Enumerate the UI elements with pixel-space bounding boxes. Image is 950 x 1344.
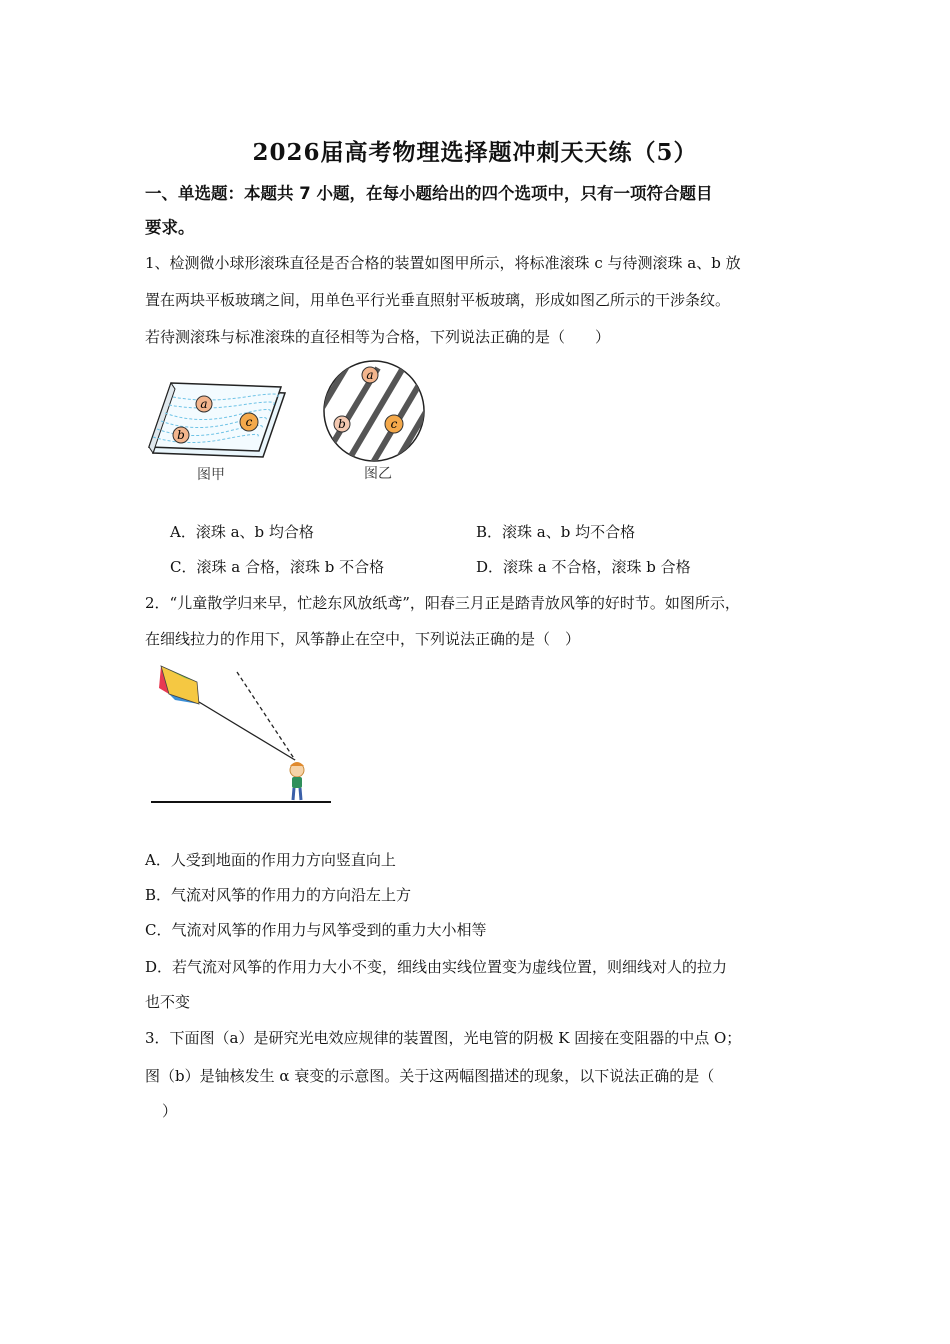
figure-jia-caption: 图甲 [197,467,225,483]
kite-string-solid [199,702,295,760]
q2-option-d-line1[interactable]: D．若气流对风筝的作用力大小不变，细线由实线位置变为虚线位置，则细线对人的拉力 [145,958,728,976]
q1-option-a[interactable]: A．滚珠 a、b 均合格 [170,523,314,541]
q2-option-a[interactable]: A．人受到地面的作用力方向竖直向上 [145,851,396,869]
kite-string-dashed [237,672,295,760]
q1-option-d[interactable]: D．滚珠 a 不合格，滚珠 b 合格 [476,558,691,576]
section-heading-line1: 一、单选题：本题共 7 小题，在每小题给出的四个选项中，只有一项符合题目 [145,184,713,203]
q2-option-d-line2: 也不变 [145,993,191,1011]
ball-a-yi-label: a [366,368,374,382]
ball-a-label: a [200,397,208,411]
q3-stem-line2: 图（b）是铀核发生 α 衰变的示意图。关于这两幅图描述的现象，以下说法正确的是（ [145,1067,715,1085]
figure-kite [145,660,345,810]
section-heading-line2: 要求。 [145,218,195,237]
q3-stem-line3: ） [162,1102,178,1120]
q2-option-b[interactable]: B．气流对风筝的作用力的方向沿左上方 [145,886,412,904]
ball-c-yi-label: c [390,417,398,431]
ball-b-label: b [177,428,185,442]
q1-stem-line2: 置在两块平板玻璃之间，用单色平行光垂直照射平板玻璃，形成如图乙所示的干涉条纹。 [145,291,731,309]
figure-yi-fringes [318,358,433,488]
child-figure [290,762,304,800]
ball-b-yi-label: b [338,417,346,431]
q1-option-b[interactable]: B．滚珠 a、b 均不合格 [476,523,636,541]
q1-option-c[interactable]: C．滚珠 a 合格，滚珠 b 不合格 [170,558,385,576]
q3-stem-line1: 3．下面图（a）是研究光电效应规律的装置图，光电管的阴极 K 固接在变阻器的中点 O； [145,1029,742,1047]
q1-stem-line1: 1、检测微小球形滚珠直径是否合格的装置如图甲所示，将标准滚珠 c 与待测滚珠 a、b 放 [145,254,741,272]
q2-stem-line2: 在细线拉力的作用下，风筝静止在空中，下列说法正确的是（ ） [145,630,581,648]
figure-jia-glass-plates [145,375,295,490]
q2-option-c[interactable]: C．气流对风筝的作用力与风筝受到的重力大小相等 [145,921,487,939]
page-title: 2026届高考物理选择题冲刺天天练（5） [252,139,698,166]
figure-yi-caption: 图乙 [364,466,392,482]
ball-c-label: c [245,415,253,429]
q1-stem-line3: 若待测滚珠与标准滚珠的直径相等为合格，下列说法正确的是（ ） [145,328,611,346]
q2-stem-line1: 2．“儿童散学归来早，忙趁东风放纸鸢”，阳春三月正是踏青放风筝的好时节。如图所示， [145,594,740,612]
